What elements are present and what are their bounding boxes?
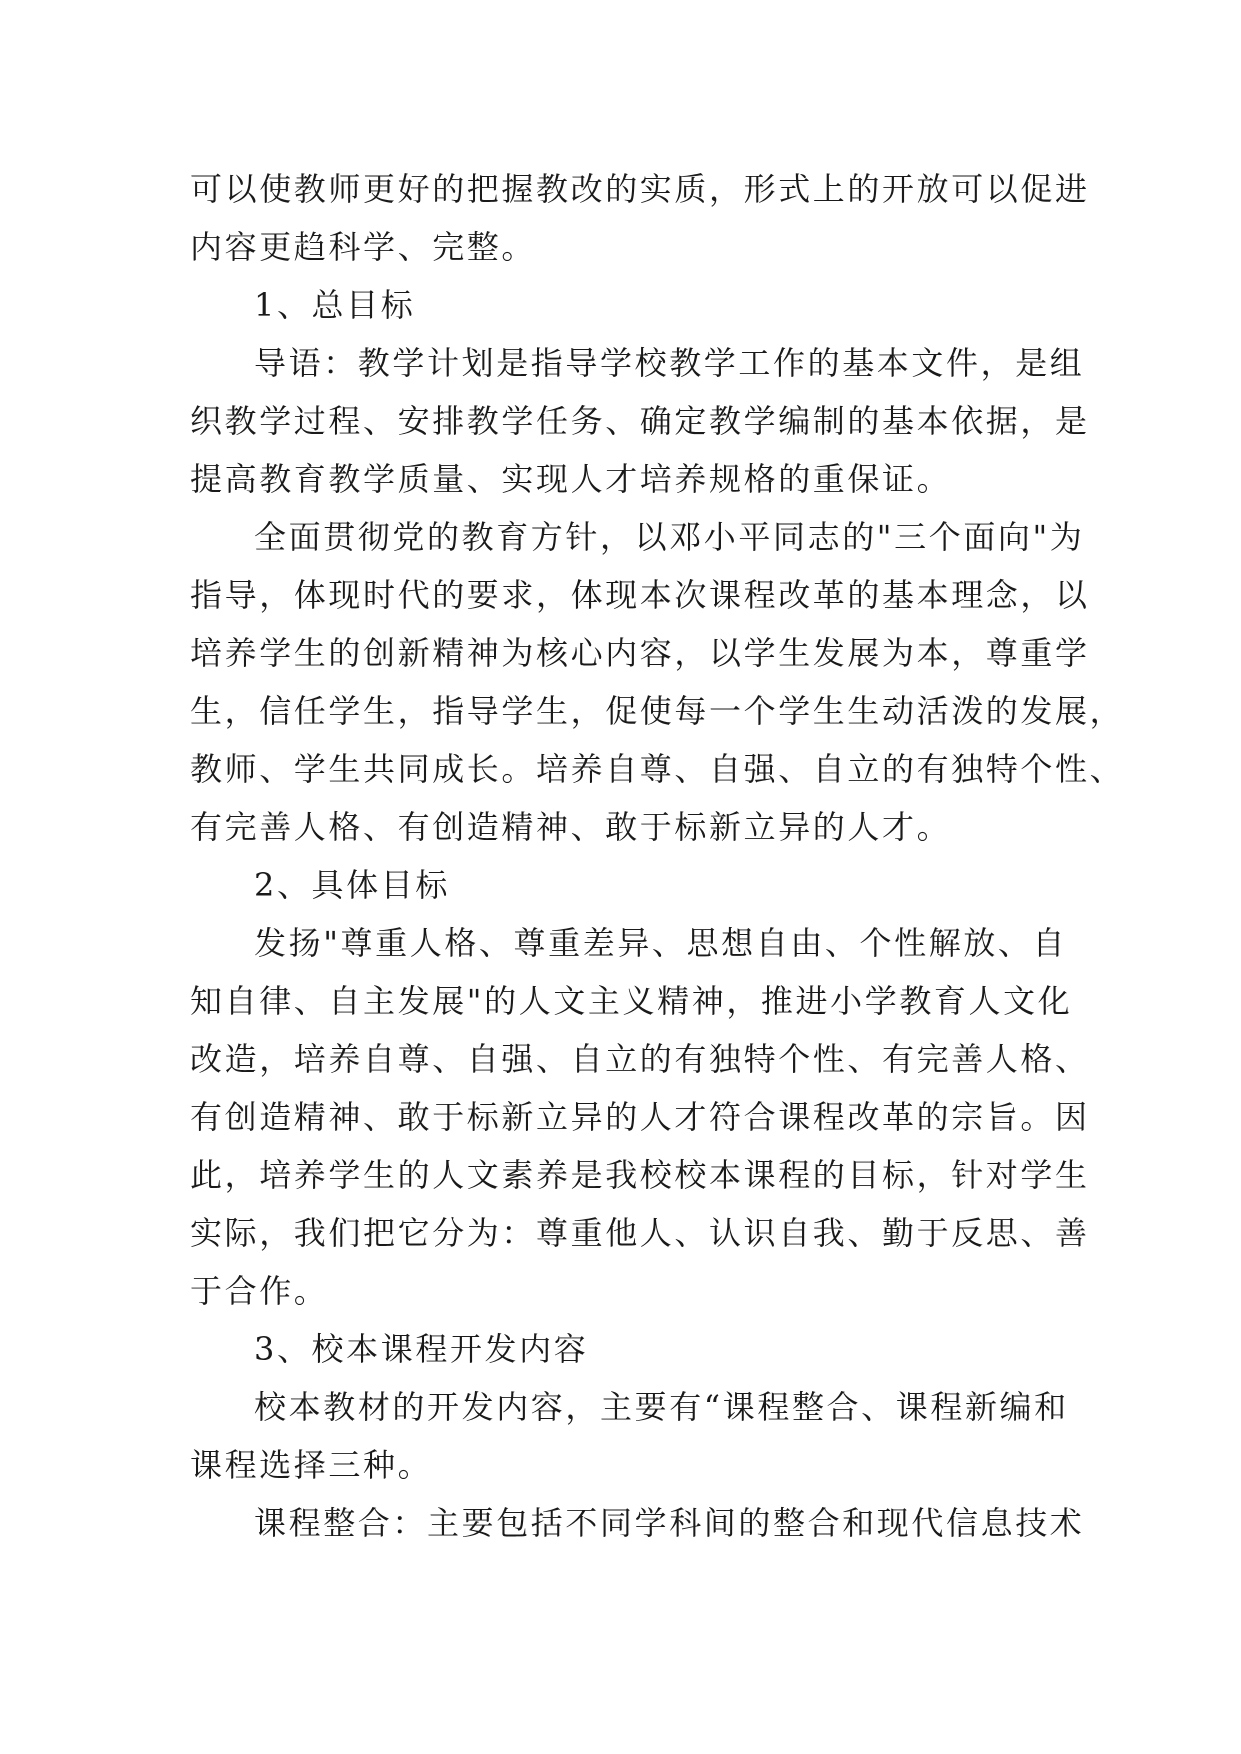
text-line: 2、具体目标 [254, 866, 450, 904]
text-line: 培养学生的创新精神为核心内容，以学生发展为本，尊重学 [190, 634, 1090, 672]
text-line: 织教学过程、安排教学任务、确定教学编制的基本依据，是 [190, 402, 1090, 440]
text-line: 此，培养学生的人文素养是我校校本课程的目标，针对学生 [190, 1156, 1090, 1194]
text-line: 1、总目标 [254, 286, 416, 324]
text-line: 课程整合：主要包括不同学科间的整合和现代信息技术 [254, 1504, 1085, 1542]
text-line: 实际，我们把它分为：尊重他人、认识自我、勤于反思、善 [190, 1214, 1090, 1252]
text-line: 指导，体现时代的要求，体现本次课程改革的基本理念，以 [190, 576, 1090, 614]
text-line: 可以使教师更好的把握教改的实质，形式上的开放可以促进 [190, 170, 1090, 208]
text-line: 教师、学生共同成长。培养自尊、自强、自立的有独特个性、 [190, 750, 1125, 788]
text-line: 改造，培养自尊、自强、自立的有独特个性、有完善人格、 [190, 1040, 1090, 1078]
text-line: 发扬"尊重人格、尊重差异、思想自由、个性解放、自 [254, 924, 1068, 962]
text-line: 课程选择三种。 [190, 1446, 433, 1484]
text-line: 校本教材的开发内容，主要有“课程整合、课程新编和 [254, 1388, 1069, 1426]
text-line: 导语：教学计划是指导学校教学工作的基本文件，是组 [254, 344, 1085, 382]
document-body [190, 160, 1125, 1552]
text-line: 内容更趋科学、完整。 [190, 228, 537, 266]
text-line: 提高教育教学质量、实现人才培养规格的重保证。 [190, 460, 952, 498]
text-line: 有创造精神、敢于标新立异的人才符合课程改革的宗旨。因 [190, 1098, 1090, 1136]
text-line: 3、校本课程开发内容 [254, 1330, 589, 1368]
text-line: 全面贯彻党的教育方针，以邓小平同志的"三个面向"为 [254, 518, 1085, 556]
text-line: 知自律、自主发展"的人文主义精神，推进小学教育人文化 [190, 982, 1073, 1020]
text-line: 于合作。 [190, 1272, 329, 1310]
text-line: 生，信任学生，指导学生，促使每一个学生生动活泼的发展， [190, 692, 1125, 730]
text-line: 有完善人格、有创造精神、敢于标新立异的人才。 [190, 808, 952, 846]
